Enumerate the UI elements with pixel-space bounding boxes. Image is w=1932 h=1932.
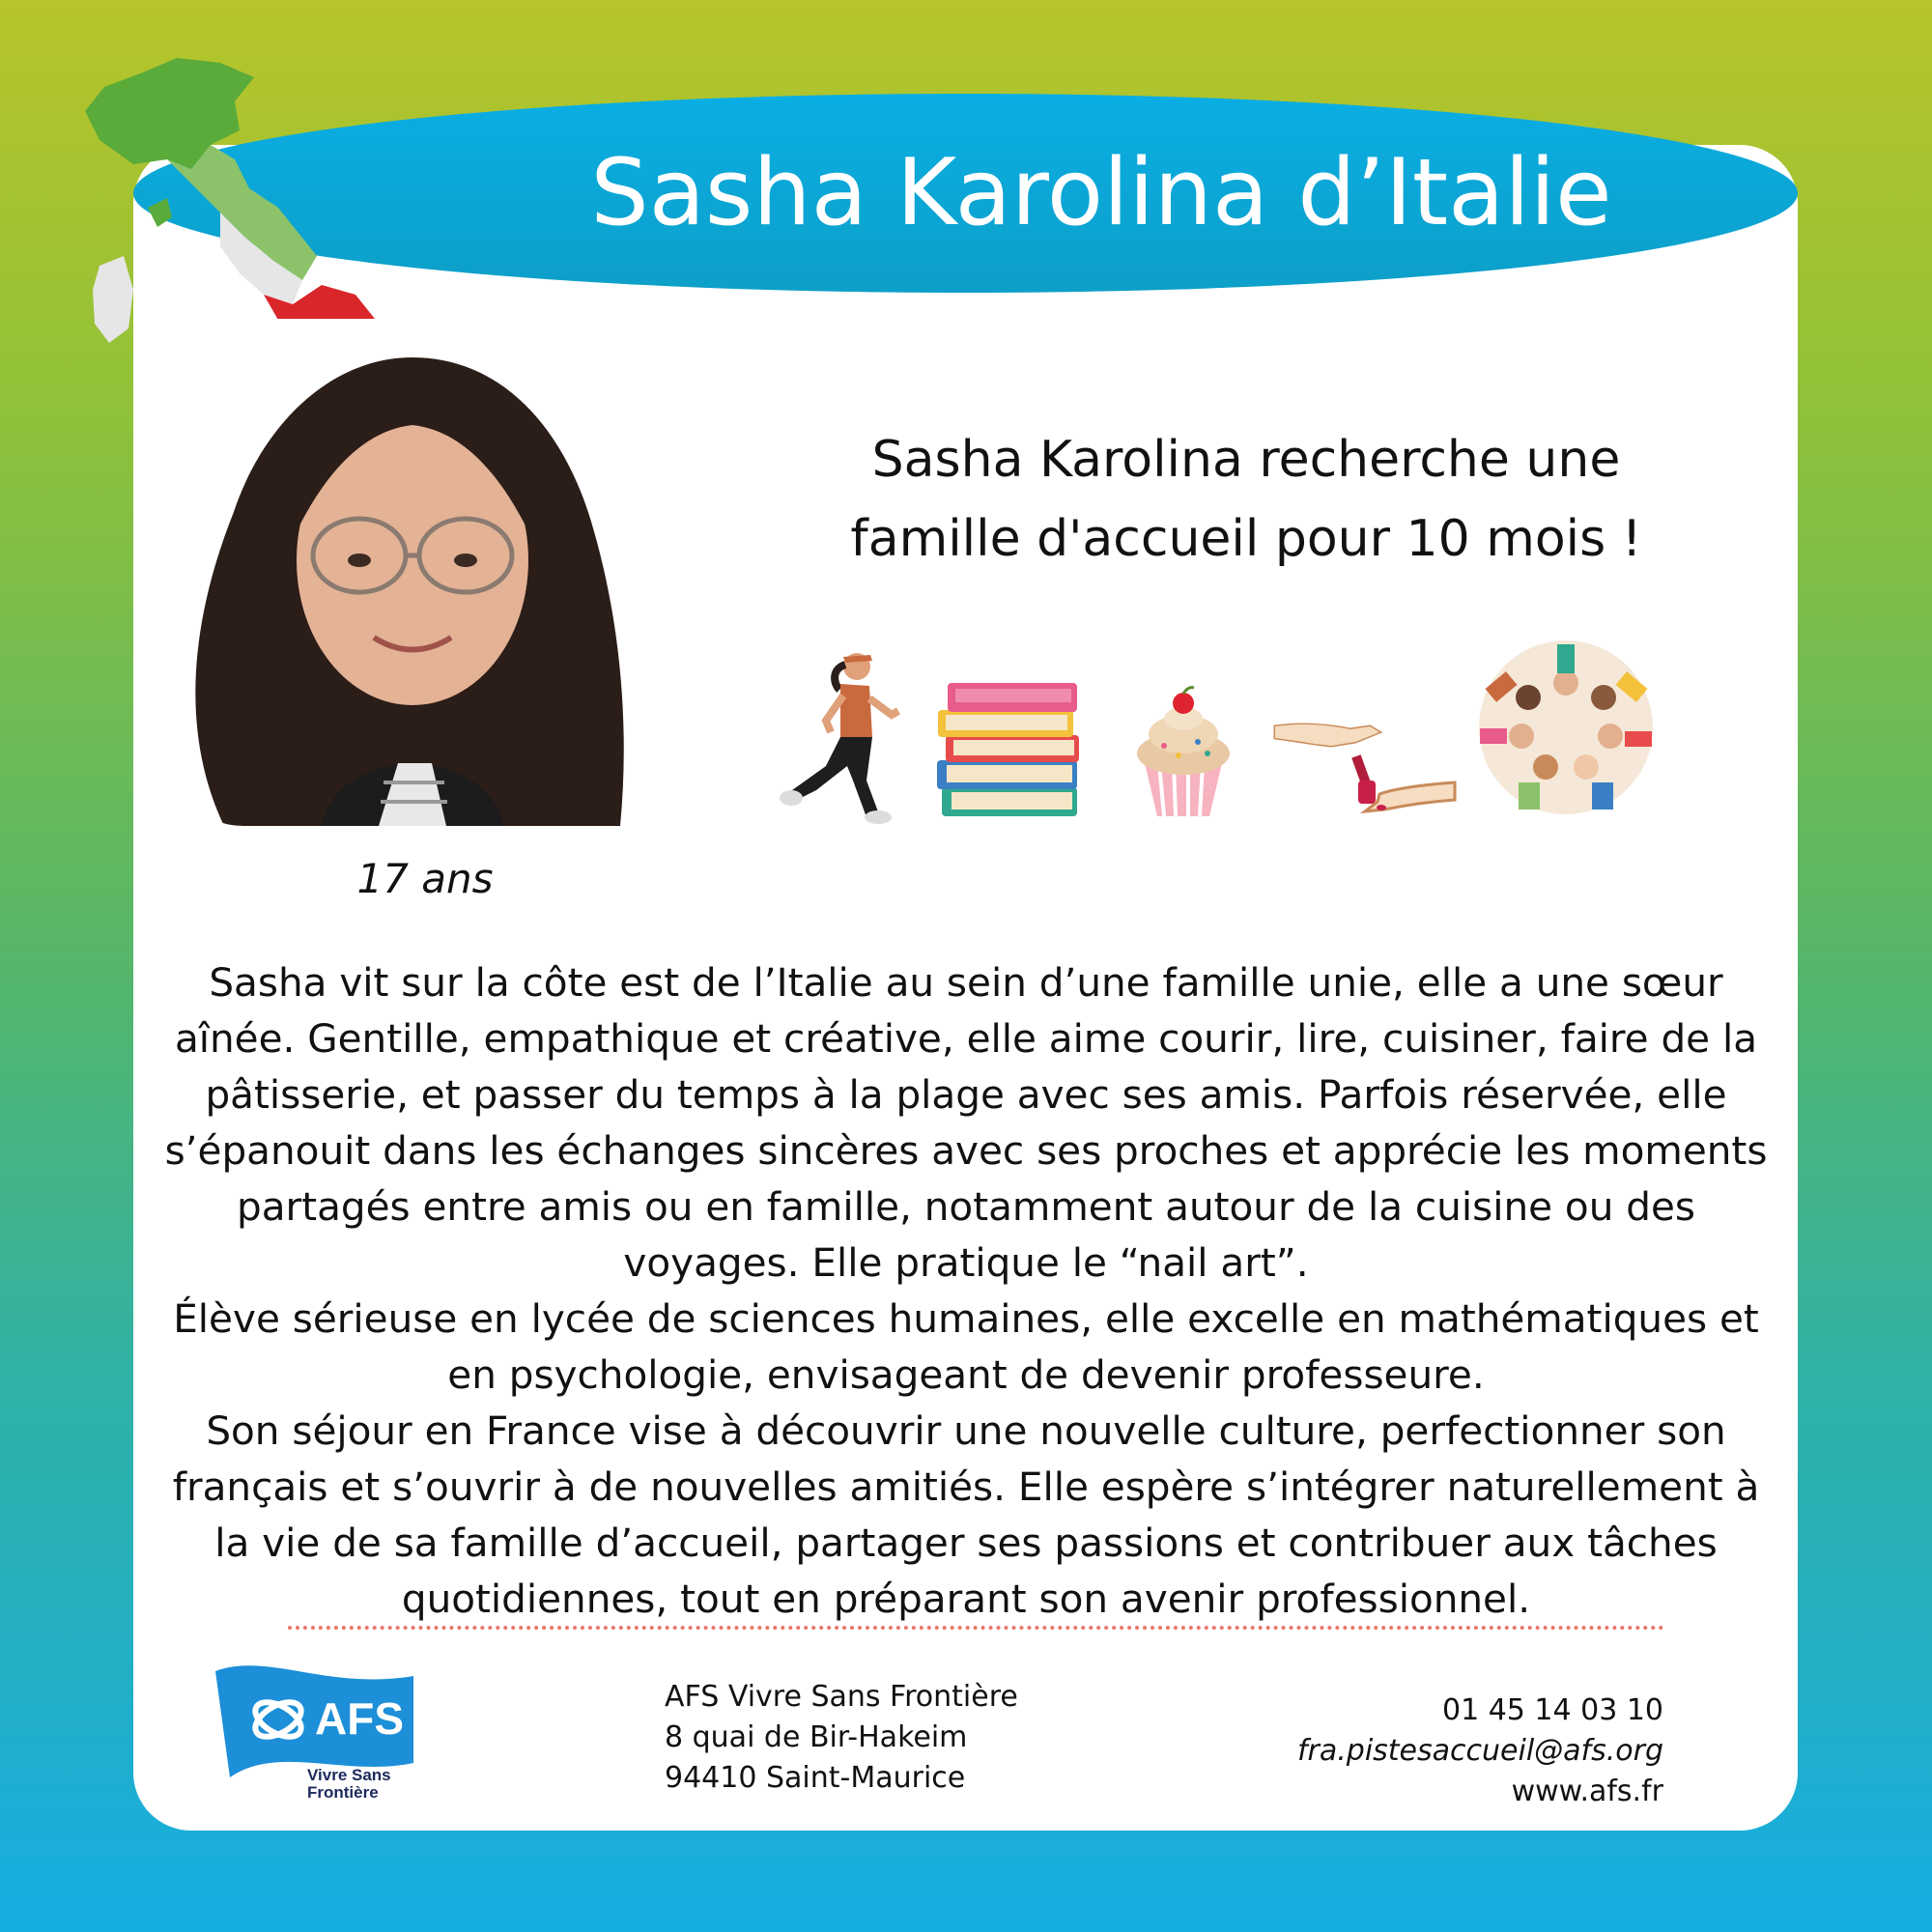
afs-logo-brand: AFS	[315, 1693, 404, 1744]
headline-line-1: Sasha Karolina recherche une	[871, 431, 1621, 489]
email-link[interactable]: fra.pistesaccueil@afs.org	[1296, 1734, 1663, 1768]
headline	[773, 420, 1719, 594]
description-paragraph-1: Sasha vit sur la côte est de l’Italie au sein d’une famille unie, elle a une sœur aînée. Gentille, empathique et créative, elle aime courir, lire, cuisiner, faire de la pâtisserie, et passer du temps à la plage avec ses amis. Parfois réservée, elle s’épanouit dans les échanges sincères avec ses proches et apprécie les moments partagés entre amis ou en famille, notamment autour de la cuisine ou des voyages. Elle pratique le “nail art”.	[164, 959, 1768, 1286]
website-link[interactable]: www.afs.fr	[1511, 1775, 1663, 1808]
dotted-divider	[288, 1626, 1664, 1630]
page-title: Sasha Karolina d’Italie	[590, 140, 1612, 246]
running-woman-icon	[778, 645, 903, 829]
afs-logo	[211, 1657, 423, 1802]
profile-photo	[166, 319, 659, 826]
description-paragraph-3: Son séjour en France vise à découvrir une nouvelle culture, perfectionner son français et s’ouvrir à de nouvelles amitiés. Elle espère s’intégrer naturellement à la vie de sa famille d’accueil, partager ses passions et contribuer aux tâches quotidiennes, tout en préparant son avenir professionnel.	[172, 1407, 1760, 1622]
cupcake-icon	[1130, 686, 1236, 821]
age-label: 17 ans	[356, 855, 494, 902]
address-street: 8 quai de Bir-Hakeim	[665, 1720, 968, 1754]
friends-circle-icon	[1478, 639, 1654, 815]
contact-info	[1188, 1690, 1663, 1816]
book-stack-icon	[932, 681, 1087, 826]
afs-logo-line-1: Vivre Sans	[307, 1766, 391, 1784]
address-city: 94410 Saint-Maurice	[665, 1761, 966, 1795]
headline-line-2: famille d'accueil pour 10 mois !	[850, 510, 1642, 568]
nail-polish-hands-icon	[1273, 705, 1457, 821]
description-paragraph-2: Élève sérieuse en lycée de sciences humaines, elle excelle en mathématiques et en psychologie, envisageant de devenir professeure.	[173, 1295, 1759, 1398]
phone-number[interactable]: 01 45 14 03 10	[1441, 1693, 1663, 1727]
profile-description	[164, 954, 1768, 1621]
postal-address	[665, 1677, 1148, 1803]
afs-logo-line-2: Frontière	[307, 1783, 379, 1802]
address-org: AFS Vivre Sans Frontière	[665, 1680, 1018, 1714]
